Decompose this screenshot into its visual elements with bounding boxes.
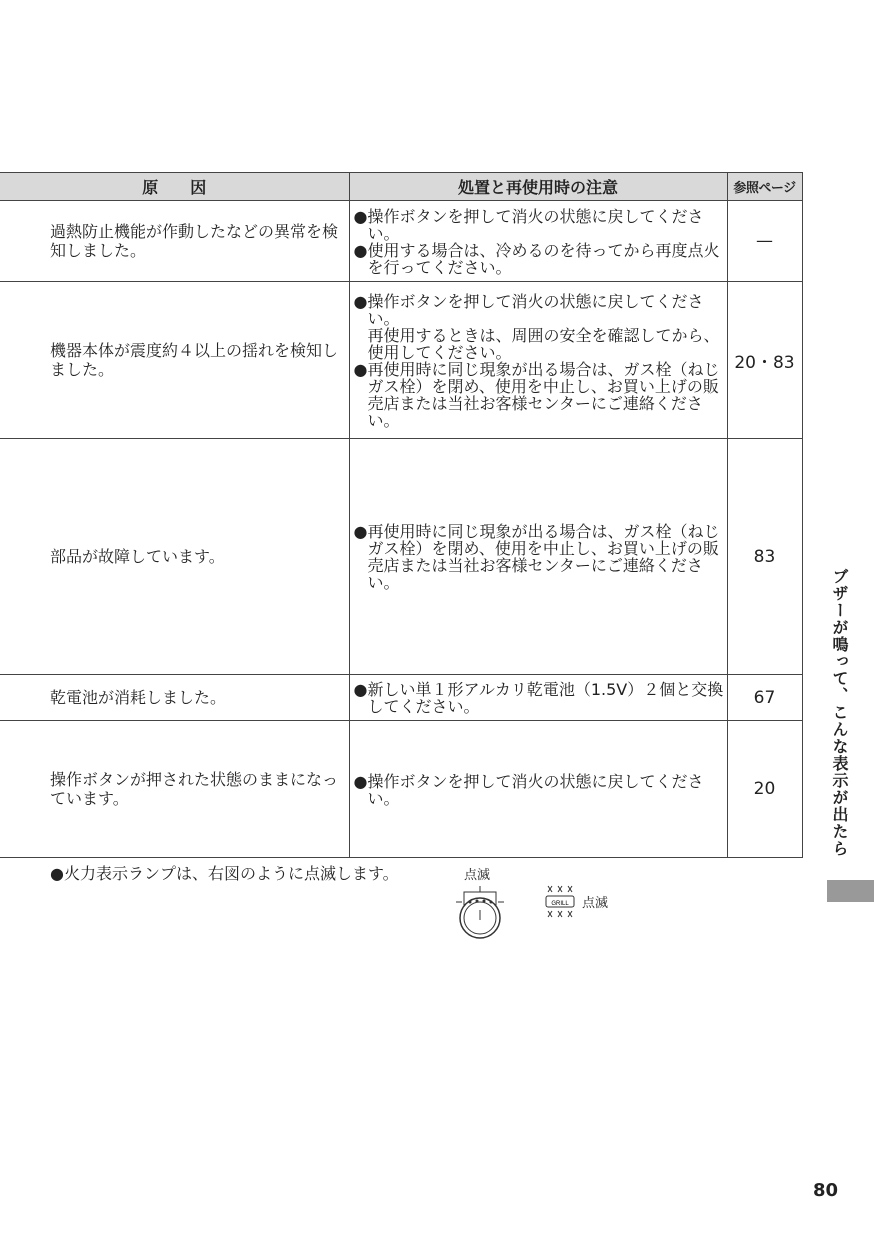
grill-label: GRILL (551, 901, 569, 907)
table-header-row (0, 173, 802, 201)
action-subtext: 再使用するときは、周囲の安全を確認してから、使用してください。 (367, 325, 720, 362)
table-row (0, 201, 802, 282)
ref-cell: 83 (727, 439, 802, 675)
action-bullet: ●使用する場合は、冷めるのを待ってから再度点火を行ってください。 (353, 240, 720, 277)
header-cause: 原 因 (0, 173, 349, 201)
side-tab-title: ブザーが鳴って、こんな表示が出たら (830, 568, 849, 857)
action-cell (349, 439, 727, 675)
action-bullet: ●操作ボタンを押して消火の状態に戻してください。 (353, 771, 704, 808)
action-cell (349, 721, 727, 858)
header-ref: 参照ページ (727, 173, 802, 201)
cause-cell: 機器本体が震度約４以上の揺れを検知しました。 (0, 282, 349, 439)
page-number: 80 (813, 1180, 839, 1201)
knob-icon (450, 880, 510, 944)
cause-cell: 乾電池が消耗しました。 (0, 675, 349, 721)
cause-cell: 操作ボタンが押された状態のままになっています。 (0, 721, 349, 858)
table-row (0, 675, 802, 721)
action-bullet: ●再使用時に同じ現象が出る場合は、ガス栓（ねじガス栓）を閉め、使用を中止し、お買い上げの販売店または当社お客様センターにご連絡ください。 (353, 359, 720, 430)
side-tab-marker (827, 880, 874, 902)
table-row (0, 721, 802, 858)
ref-cell: — (727, 201, 802, 282)
action-bullet: ●操作ボタンを押して消火の状態に戻してください。 (353, 291, 704, 328)
ref-cell: 20・83 (727, 282, 802, 439)
table-row (0, 439, 802, 675)
cause-cell: 部品が故障しています。 (0, 439, 349, 675)
action-cell (349, 201, 727, 282)
action-cell (349, 282, 727, 439)
action-bullet: ●操作ボタンを押して消火の状態に戻してください。 (353, 206, 704, 243)
action-bullet: ●再使用時に同じ現象が出る場合は、ガス栓（ねじガス栓）を閉め、使用を中止し、お買い上げの販売店または当社お客様センターにご連絡ください。 (353, 522, 720, 592)
figure-label-blink-top: 点滅 (464, 868, 491, 883)
figure-label-blink-right: 点滅 (582, 896, 609, 911)
ref-cell: 20 (727, 721, 802, 858)
table-row (0, 282, 802, 439)
action-bullet: ●新しい単１形アルカリ乾電池（1.5V）２個と交換してください。 (353, 680, 724, 716)
grill-lamp-icon (540, 884, 580, 920)
header-action: 処置と再使用時の注意 (349, 173, 727, 201)
ref-cell: 67 (727, 675, 802, 721)
cause-cell: 過熱防止機能が作動したなどの異常を検知しました。 (0, 201, 349, 282)
note-text: ●火力表示ランプは、右図のように点滅します。 (50, 864, 399, 883)
action-cell (349, 675, 727, 721)
troubleshooting-table (0, 172, 803, 858)
